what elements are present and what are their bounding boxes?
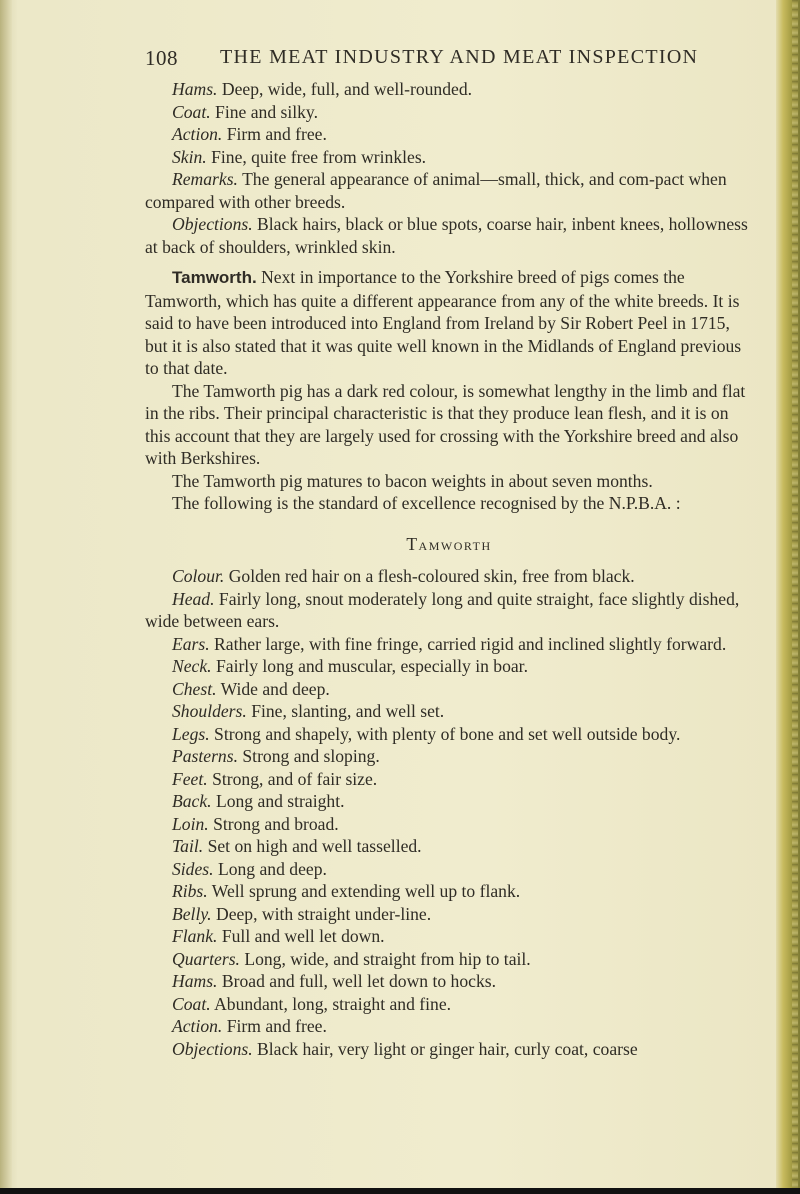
point-flank: Flank. Full and well let down. bbox=[172, 926, 385, 946]
point-colour: Colour. Golden red hair on a flesh-coloured skin, free from black. bbox=[172, 566, 635, 586]
point-neck: Neck. Fairly long and muscular, especially in boar. bbox=[172, 656, 528, 676]
tamworth-intro bbox=[145, 266, 753, 515]
point-ears: Ears. Rather large, with fine fringe, carried rigid and inclined slightly forward. bbox=[172, 633, 727, 654]
point-hams-tamworth: Hams. Broad and full, well let down to hocks. bbox=[172, 971, 496, 991]
tamworth-paragraph-1: Tamworth. Next in importance to the Yorkshire breed of pigs comes the Tamworth, which has quite a different appearance from any of the white breeds. It is said to have been introduced into England from Ireland by Sir Robert Peel in 1715, but it is also stated that it was quite well known in the Midlands of England previous to that date. bbox=[145, 267, 742, 378]
point-chest: Chest. Wide and deep. bbox=[172, 678, 330, 699]
point-coat: Coat. Fine and silky. bbox=[172, 101, 318, 122]
page-body bbox=[145, 78, 753, 1060]
point-tail: Tail. Set on high and well tasselled. bbox=[172, 836, 422, 856]
point-ribs: Ribs. Well sprung and extending well up to flank. bbox=[172, 881, 521, 901]
point-shoulders: Shoulders. Fine, slanting, and well set. bbox=[172, 701, 445, 721]
page-number: 108 bbox=[145, 46, 178, 70]
page-gutter bbox=[0, 0, 12, 1194]
page-edge bbox=[776, 0, 800, 1194]
page-header bbox=[0, 40, 800, 70]
point-remarks: Remarks. The general appearance of animal—small, thick, and com-pact when compared with other breeds. bbox=[145, 169, 727, 212]
yorkshire-standard-list bbox=[145, 78, 753, 258]
point-objections-tamworth: Objections. Black hair, very light or ginger hair, curly coat, coarse bbox=[172, 1038, 638, 1059]
tamworth-paragraph-2: The Tamworth pig has a dark red colour, is somewhat lengthy in the limb and flat in the ribs. Their principal characteristic is that they produce lean flesh, and it is on this account that they are largely used for crossing with the Yorkshire breed and also with Berkshires. bbox=[145, 380, 746, 468]
point-feet: Feet. Strong, and of fair size. bbox=[172, 768, 378, 789]
point-pasterns: Pasterns. Strong and sloping. bbox=[172, 746, 380, 766]
point-quarters: Quarters. Long, wide, and straight from hip to tail. bbox=[172, 948, 531, 969]
tamworth-standard-list bbox=[145, 565, 753, 1060]
point-hams: Hams. Deep, wide, full, and well-rounded. bbox=[172, 79, 473, 99]
section-heading: Tamworth. bbox=[172, 268, 257, 287]
point-action-tamworth: Action. Firm and free. bbox=[172, 1016, 327, 1036]
point-objections: Objections. Black hairs, black or blue spots, coarse hair, inbent knees, hollowness at back of shoulders, wrinkled skin. bbox=[145, 214, 748, 257]
running-title: THE MEAT INDUSTRY AND MEAT INSPECTION bbox=[220, 46, 699, 68]
point-skin: Skin. Fine, quite free from wrinkles. bbox=[172, 146, 427, 167]
tamworth-paragraph-3: The Tamworth pig matures to bacon weights in about seven months. bbox=[172, 470, 653, 491]
point-head: Head. Fairly long, snout moderately long and quite straight, face slightly dished, wide between ears. bbox=[145, 588, 740, 631]
point-sides: Sides. Long and deep. bbox=[172, 858, 327, 879]
standard-heading: Tamworth bbox=[406, 533, 492, 554]
point-belly: Belly. Deep, with straight under-line. bbox=[172, 903, 432, 924]
page-bottom-edge bbox=[0, 1188, 800, 1194]
tamworth-paragraph-4: The following is the standard of excellence recognised by the N.P.B.A. : bbox=[172, 493, 681, 513]
point-back: Back. Long and straight. bbox=[172, 791, 345, 811]
point-loin: Loin. Strong and broad. bbox=[172, 813, 339, 834]
point-legs: Legs. Strong and shapely, with plenty of bone and set well outside body. bbox=[172, 723, 681, 744]
point-action: Action. Firm and free. bbox=[172, 124, 327, 144]
point-coat-tamworth: Coat. Abundant, long, straight and fine. bbox=[172, 993, 452, 1014]
